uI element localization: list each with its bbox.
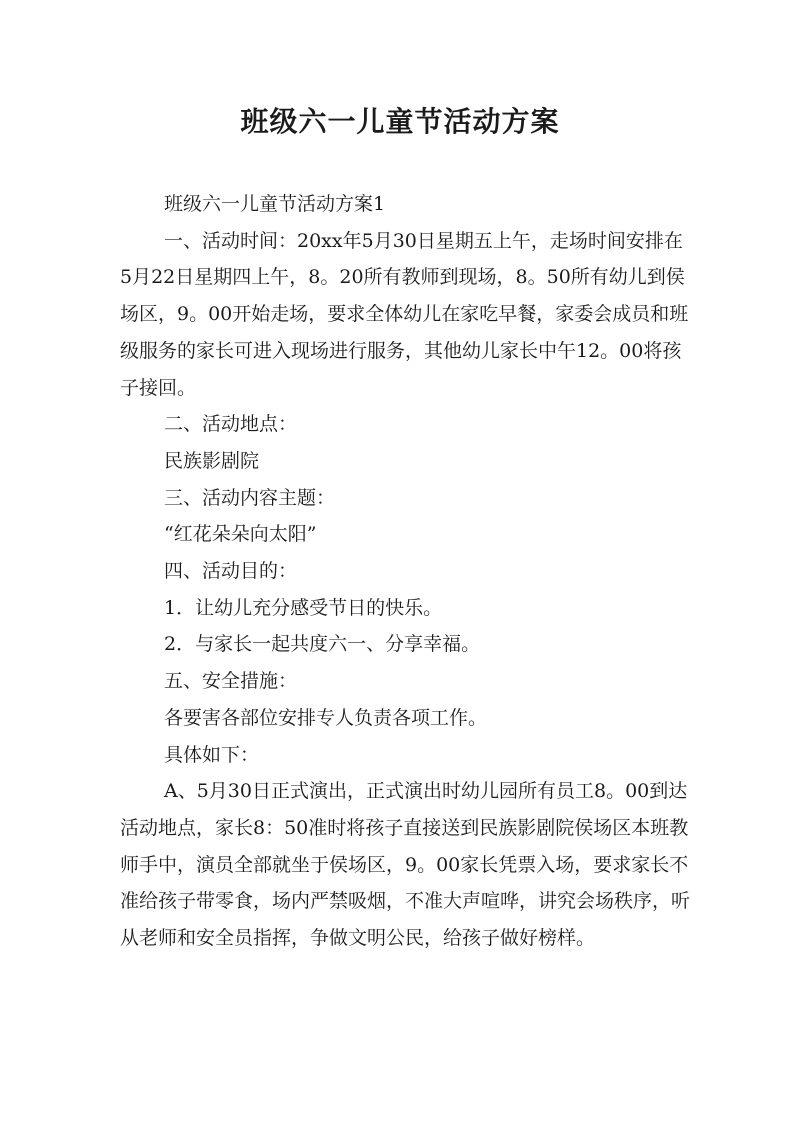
- document-title: 班级六一儿童节活动方案: [240, 105, 560, 138]
- document-body: [120, 186, 690, 957]
- paragraph: 民族影剧院: [164, 449, 260, 472]
- paragraph: 五、安全措施：: [164, 670, 298, 693]
- paragraph: 1．让幼儿充分感受节日的快乐。: [164, 596, 443, 619]
- paragraph: “红花朵朵向太阳”: [164, 523, 317, 546]
- paragraph: 各要害各部位安排专人负责各项工作。: [164, 706, 488, 729]
- paragraph: 一、活动时间：20xx年5月30日星期五上午，走场时间安排在5月22日星期四上午，8。20所有教师到现场，8。50所有幼儿到侯场区，9。00开始走场，要求全体幼儿在家吃早餐，家委会成员和班级服务的家长可进入现场进行服务，其他幼儿家长中午12。00将孩子接回。: [120, 229, 689, 399]
- paragraph: 四、活动目的：: [164, 560, 298, 583]
- paragraph: 三、活动内容主题：: [164, 486, 336, 509]
- paragraph: A、5月30日正式演出，正式演出时幼儿园所有员工8。00到达活动地点，家长8：50准时将孩子直接送到民族影剧院侯场区本班教师手中，演员全部就坐于侯场区，9。00家长凭票入场，要求家长不准给孩子带零食，场内严禁吸烟，不准大声喧哗，讲究会场秩序，听从老师和安全员指挥，争做文明公民，给孩子做好榜样。: [120, 780, 691, 950]
- paragraph: 具体如下：: [164, 743, 260, 766]
- paragraph: 2．与家长一起共度六一、分享幸福。: [164, 633, 481, 656]
- paragraph: 班级六一儿童节活动方案1: [164, 193, 386, 215]
- paragraph: 二、活动地点：: [164, 413, 298, 436]
